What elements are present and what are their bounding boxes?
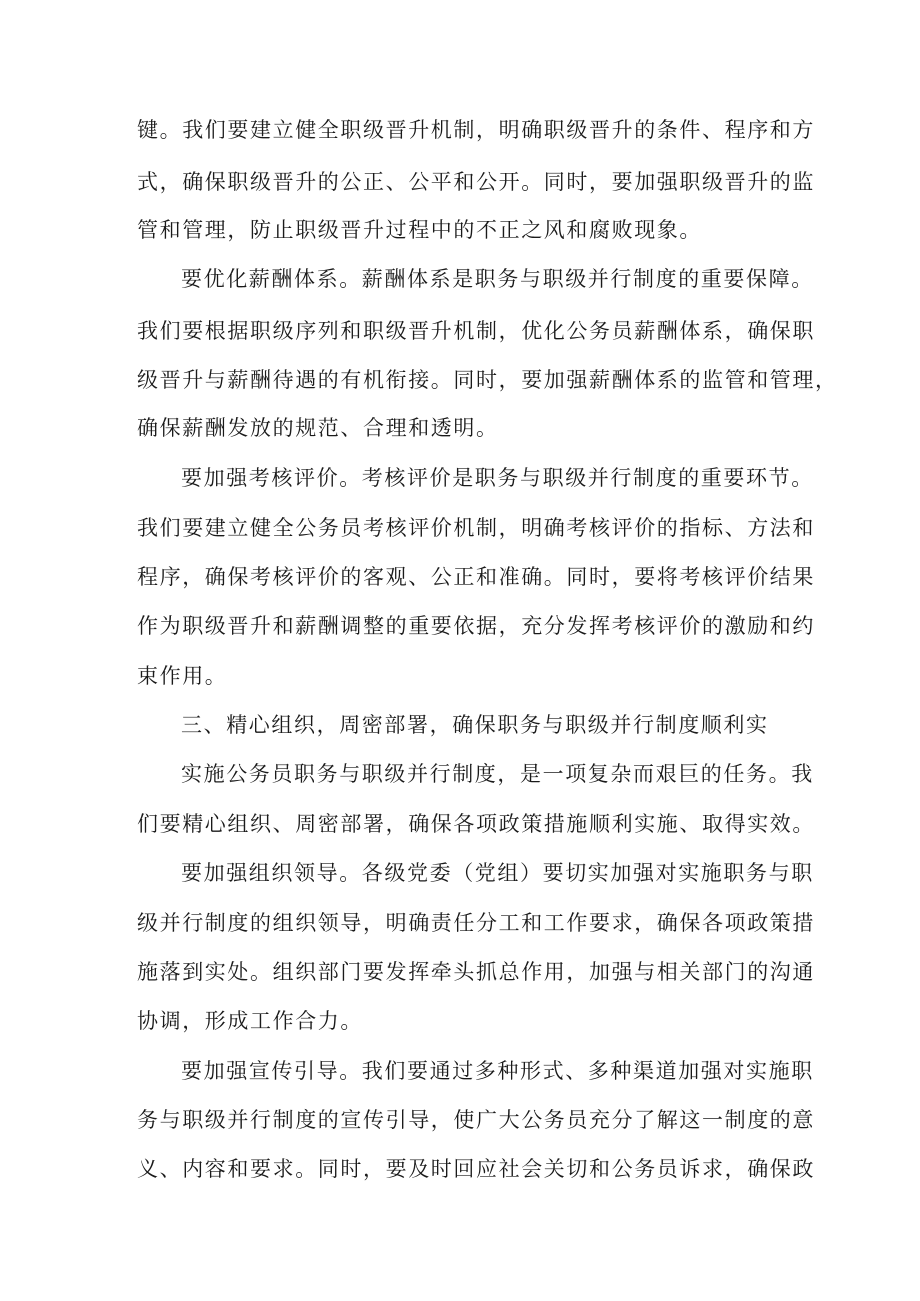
text-line: 协调，形成工作合力。: [137, 1009, 363, 1033]
text-line: 施落到实处。组织部门要发挥牵头抓总作用，加强与相关部门的沟通: [137, 960, 815, 984]
text-line: 程序，确保考核评价的客观、公正和准确。同时，要将考核评价结果: [137, 565, 815, 589]
text-line: 级晋升与薪酬待遇的有机衔接。同时，要加强薪酬体系的监管和管理，: [137, 368, 838, 392]
paragraph-start-line: 要优化薪酬体系。薪酬体系是职务与职级并行制度的重要保障。: [181, 267, 814, 291]
paragraph-start-line: 要加强宣传引导。我们要通过多种形式、多种渠道加强对实施职: [181, 1059, 814, 1083]
text-line: 式，确保职级晋升的公正、公平和公开。同时，要加强职级晋升的监: [137, 170, 815, 194]
text-line: 们要精心组织、周密部署，确保各项政策措施顺利实施、取得实效。: [137, 812, 815, 836]
text-line: 作为职级晋升和薪酬调整的重要依据，充分发挥考核评价的激励和约: [137, 614, 815, 638]
text-line: 我们要建立健全公务员考核评价机制，明确考核评价的指标、方法和: [137, 516, 815, 540]
text-line: 确保薪酬发放的规范、合理和透明。: [137, 416, 499, 440]
text-line: 我们要根据职级序列和职级晋升机制，优化公务员薪酬体系，确保职: [137, 319, 815, 343]
text-line: 务与职级并行制度的宣传引导，使广大公务员充分了解这一制度的意: [137, 1108, 815, 1132]
text-line: 键。我们要建立健全职级晋升机制，明确职级晋升的条件、程序和方: [137, 118, 815, 142]
paragraph-start-line: 实施公务员职务与职级并行制度，是一项复杂而艰巨的任务。我: [181, 762, 814, 786]
text-line: 义、内容和要求。同时，要及时回应社会关切和公务员诉求，确保政: [137, 1157, 815, 1181]
paragraph-start-line: 要加强考核评价。考核评价是职务与职级并行制度的重要环节。: [181, 466, 814, 490]
text-line: 级并行制度的组织领导，明确责任分工和工作要求，确保各项政策措: [137, 911, 815, 935]
paragraph-start-line: 要加强组织领导。各级党委（党组）要切实加强对实施职务与职: [181, 861, 814, 885]
text-line: 管和管理，防止职级晋升过程中的不正之风和腐败现象。: [137, 218, 702, 242]
section-heading: 三、精心组织，周密部署，确保职务与职级并行制度顺利实: [181, 713, 769, 737]
text-line: 束作用。: [137, 664, 228, 688]
